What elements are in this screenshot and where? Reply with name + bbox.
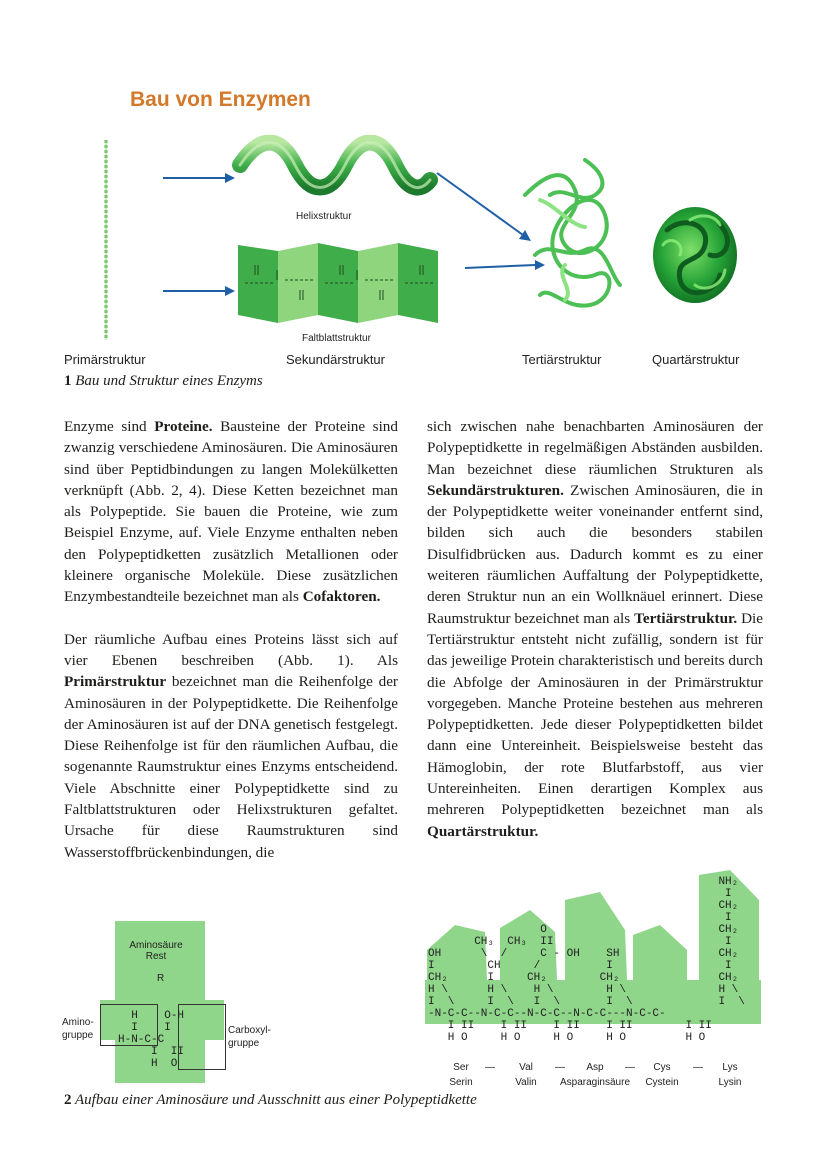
amino-acid-asp: Asp Asparaginsäure bbox=[559, 1062, 631, 1088]
term-tertiaerstruktur: Tertiärstruktur. bbox=[634, 609, 738, 627]
amino-group-label: Amino- gruppe bbox=[62, 1017, 94, 1041]
amino-acid-ser: Ser Serin bbox=[449, 1062, 473, 1088]
rest-label: Aminosäure Rest bbox=[129, 940, 183, 962]
pleated-sheet bbox=[238, 243, 438, 323]
quaternary-structure bbox=[653, 207, 737, 303]
figure-1-caption-number: 1 bbox=[64, 373, 72, 389]
term-proteine: Proteine. bbox=[154, 418, 213, 435]
amino-acid-lys: Lys Lysin bbox=[718, 1062, 742, 1088]
arrow-sheet-to-tertiary bbox=[465, 260, 545, 270]
r-group: R bbox=[157, 973, 165, 984]
primary-structure-label: Primärstruktur bbox=[64, 352, 146, 367]
figure-1-caption bbox=[64, 373, 263, 390]
carboxyl-group-label: Carboxyl- gruppe bbox=[228, 1025, 271, 1049]
figure-1-graphic bbox=[95, 135, 795, 350]
term-cofaktoren: Cofaktoren. bbox=[302, 588, 381, 606]
figure-2-caption-number: 2 bbox=[64, 1092, 72, 1108]
amino-acid-cys: Cys Cystein bbox=[645, 1062, 679, 1088]
arrow-to-sheet bbox=[163, 286, 235, 296]
left-column bbox=[64, 416, 398, 863]
term-primaerstruktur: Primärstruktur bbox=[64, 673, 167, 691]
tertiary-structure bbox=[525, 160, 620, 306]
left-paragraph-2: Der räumliche Aufbau eines Proteins lässt sich auf vier Ebenen beschreiben (Abb. 1). Als Primärstruktur bezeichnet man die Reihenfolge der Aminosäuren in der Polypeptidkette. Die Reihenfolge der Aminosäuren ist auf der DNA genetisch festgelegt. Diese Reihenfolge ist für den räumlichen Aufbau, die sogenannte Raumstruktur eines Enzyms entscheidend. Viele Abschnitte einer Polypeptidkette sind zu Faltblattstrukturen oder Helixstrukturen gefaltet. Ursache für diese Raumstrukturen sind Wasserstoffbrückenbindungen, die bbox=[64, 630, 398, 861]
page-title: Bau von Enzymen bbox=[130, 88, 311, 111]
secondary-structure-label: Sekundärstruktur bbox=[286, 352, 385, 367]
right-column bbox=[427, 416, 763, 842]
arrow-helix-to-tertiary bbox=[437, 173, 531, 241]
figure-2-caption-text: Aufbau einer Aminosäure und Ausschnitt aus einer Polypeptidkette bbox=[74, 1092, 477, 1108]
left-paragraph-1: Enzyme sind Proteine. Bausteine der Proteine sind zwanzig verschiedene Aminosäuren. Die Aminosäuren sind über Peptidbindungen zu langen Molekülketten verknüpft (Abb. 2, 4). Diese Ketten bezeichnet man als Polypeptide. Sie bauen die Proteine, wie zum Beispiel Enzyme, auf. Viele Enzyme enthalten neben den Polypeptidketten zusätzlich Metallionen oder kleinere organische Moleküle. Diese zusätzlichen Enzymbestandteile bezeichnet man als Cofaktoren. bbox=[64, 418, 398, 606]
amino-acid-formula: H O-H I I H-N-C-C I II H O bbox=[118, 1010, 185, 1070]
term-sekundaerstrukturen: Sekundärstrukturen. bbox=[427, 481, 564, 499]
polypeptide-formula: NH₂ I CH₂ I O CH₂ CH₃ CH₃ II I OH \ / C - OH SH CH₂ I CH / I I CH₂ I CH₂ CH₂ CH₂ H \ H \ H \ H \ H \ I \ I \ I \ I \ I \ -N-C-C--N-C-C--N-C-C--N-C-C---N-C-C- I II I II I II I II I II H O H O H O H O H O bbox=[428, 876, 745, 1044]
arrow-to-helix bbox=[163, 173, 235, 183]
right-paragraph: sich zwischen nahe benachbarten Aminosäuren der Polypeptidkette in regelmäßigen Abständen ausbilden. Man bezeichnet diese räumlichen Strukturen als Sekundärstrukturen. Zwischen Aminosäuren, die in der Polypeptidkette weiter voneinander entfernt sind, bilden sich auch die besonders stabilen Disulfidbrücken aus. Dadurch kommt es zu einer weiteren räumlichen Auffaltung der Polypeptidkette, deren Struktur nun an ein Wollknäuel erinnert. Diese Raumstruktur bezeichnet man als Tertiärstruktur. Die Tertiärstruktur entsteht nicht zufällig, sondern ist für das jeweilige Protein charakteristisch und bereits durch die Abfolge der Aminosäuren in der Primärstruktur vorgegeben. Manche Proteine bestehen aus mehreren Polypeptidketten. Jede dieser Polypeptidketten bildet dann eine Untereinheit. Beispielsweise besteht das Hämoglobin, der rote Blutfarbstoff, aus vier Untereinheiten. Einen derartigen Komplex aus mehreren Polypeptidketten bezeichnet man als Quartärstruktur. bbox=[427, 418, 764, 840]
helix-label: Helixstruktur bbox=[296, 211, 352, 222]
tertiary-structure-label: Tertiärstruktur bbox=[522, 352, 602, 367]
quaternary-structure-label: Quartärstruktur bbox=[652, 352, 740, 367]
amino-acid-val: Val Valin bbox=[515, 1062, 537, 1088]
figure-2-caption bbox=[64, 1092, 477, 1109]
carboxyl-group-box bbox=[178, 1004, 226, 1070]
helix-ribbon bbox=[240, 143, 430, 188]
term-quartaerstruktur: Quartärstruktur. bbox=[427, 822, 539, 840]
figure-1-caption-text: Bau und Struktur eines Enzyms bbox=[75, 373, 263, 389]
sheet-label: Faltblattstruktur bbox=[302, 333, 371, 344]
